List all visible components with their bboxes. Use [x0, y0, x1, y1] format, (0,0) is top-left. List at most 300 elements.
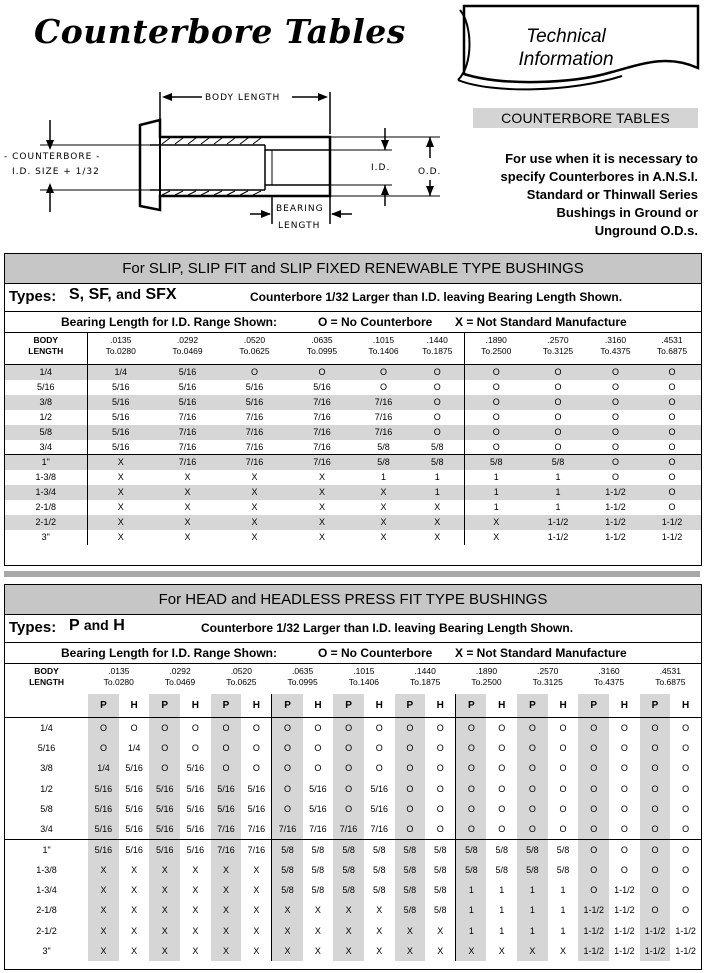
sub-header-p: P	[395, 694, 426, 718]
table-cell: O	[456, 738, 487, 758]
body-length-cell: 3"	[42, 945, 51, 956]
table-cell: O	[611, 457, 619, 468]
table-cell: 1	[434, 487, 440, 497]
table-cell: O	[395, 819, 426, 839]
table-cell: O	[668, 441, 676, 452]
table-cell: 1	[555, 472, 561, 482]
sub-header-p: P	[211, 694, 242, 718]
range-to: To.6875	[655, 677, 686, 687]
range-to: To.0625	[239, 346, 270, 356]
table-cell: 7/16	[313, 412, 331, 422]
counterbore-note: Counterbore 1/32 Larger than I.D. leaving Bearing Length Shown.	[201, 621, 574, 635]
table-row	[5, 530, 701, 545]
table-cell: 7/16	[178, 427, 197, 437]
table-cell: 1-1/2	[661, 517, 683, 527]
table-cell: O	[211, 738, 242, 758]
range-to: To.6875	[656, 346, 688, 356]
table-cell: O	[456, 778, 487, 798]
table-cell: 5/8	[433, 905, 447, 916]
section-label: COUNTERBORE TABLES	[473, 108, 698, 128]
table-cell: O	[620, 722, 628, 733]
bearing-label: BEARING	[276, 204, 324, 214]
table-cell: O	[640, 860, 671, 880]
table-cell: 7/16	[374, 427, 393, 437]
table-row	[5, 941, 701, 961]
id-range-header	[88, 664, 149, 694]
table-cell: X	[376, 925, 383, 936]
body-length-cell: 5/8	[39, 427, 52, 437]
table-cell: 5/8	[272, 880, 303, 900]
range-from: .3160	[598, 666, 620, 676]
table-cell: X	[87, 515, 154, 530]
table-cell: O	[498, 783, 506, 794]
table-cell: 5/8	[433, 844, 447, 855]
table-cell: X	[251, 472, 258, 482]
table-cell: X	[184, 472, 191, 482]
table-cell: X	[318, 517, 325, 527]
table-cell: O	[620, 783, 628, 794]
range-to: To.1406	[348, 677, 380, 687]
table-cell: O	[191, 742, 199, 753]
sub-header-h: H	[375, 699, 383, 711]
body-length-cell: 1/2	[39, 412, 52, 422]
table-cell: O	[554, 427, 562, 437]
body-length-cell: 1/4	[40, 722, 53, 733]
sub-header-p: P	[149, 694, 180, 718]
table-cell: X	[380, 487, 387, 497]
id-range-header	[456, 664, 517, 694]
table-cell: O	[191, 722, 199, 733]
table-cell: O	[682, 844, 690, 855]
table-cell: 5/8	[495, 844, 509, 855]
od-label: O.D.	[418, 167, 442, 177]
table-cell: X	[314, 905, 321, 916]
table-cell: 5/16	[370, 783, 388, 794]
table-cell: 5/16	[125, 803, 143, 814]
range-from: .1890	[475, 666, 498, 676]
table-cell: O	[436, 722, 444, 733]
table-cell: 1/4	[127, 742, 141, 753]
table-cell: 1-1/2	[661, 532, 683, 542]
table-cell: O	[464, 395, 528, 410]
id-range-header	[643, 333, 701, 365]
table-cell: 5/8	[377, 441, 390, 452]
table-cell: X	[272, 941, 303, 961]
table-cell: X	[333, 900, 364, 920]
table-cell: 1-1/2	[605, 502, 626, 512]
table-cell: X	[211, 880, 242, 900]
table-cell: O	[456, 758, 487, 778]
sub-header-h: H	[436, 699, 444, 711]
range-to: To.3125	[532, 677, 563, 687]
table-cell: X	[437, 925, 444, 936]
table-cell: O	[464, 410, 528, 425]
range-to: To.0469	[172, 346, 203, 356]
table-cell: 5/16	[87, 410, 154, 425]
body-length-cell: 1/4	[39, 367, 52, 378]
sub-header-h: H	[620, 699, 628, 711]
range-to: To.0625	[226, 677, 257, 687]
table-cell: O	[682, 803, 690, 814]
table-cell: 5/8	[517, 860, 548, 880]
table-cell: 1	[560, 905, 566, 916]
table-cell: X	[251, 517, 258, 527]
body-length-cell: 5/8	[40, 803, 53, 814]
table-cell: X	[376, 905, 383, 916]
slip-bushing-table	[4, 253, 702, 566]
table-cell: O	[620, 803, 628, 814]
table-cell: 5/8	[495, 864, 509, 875]
table-cell: 1	[434, 472, 440, 482]
table-cell: 5/8	[556, 864, 570, 875]
table-cell: O	[611, 397, 619, 407]
table-cell: O	[668, 472, 676, 482]
range-from: .0292	[169, 666, 191, 676]
table-cell: 1	[456, 920, 487, 940]
table-cell: X	[192, 945, 199, 956]
table-cell: O	[375, 722, 383, 733]
table-cell: 7/16	[272, 819, 303, 839]
table-cell: X	[149, 880, 180, 900]
table-cell: X	[87, 500, 154, 515]
table-cell: O	[433, 367, 441, 378]
table-row	[5, 778, 701, 798]
table-heading: For HEAD and HEADLESS PRESS FIT TYPE BUSHINGS	[5, 585, 701, 615]
table-cell: 5/8	[517, 839, 548, 859]
table-cell: 1	[380, 472, 386, 482]
sub-header-p: P	[517, 694, 548, 718]
table-cell: 1-1/2	[605, 517, 626, 527]
table-cell: 5/8	[456, 860, 487, 880]
table-cell: X	[333, 941, 364, 961]
table-cell: 1-1/2	[578, 900, 609, 920]
table-cell: X	[131, 864, 138, 875]
table-cell: 5/16	[247, 803, 266, 814]
body-length-label: BODY LENGTH	[205, 93, 281, 103]
table-cell: 1	[456, 900, 487, 920]
table-cell: X	[87, 485, 154, 500]
table-cell: X	[560, 945, 567, 956]
table-cell: O	[517, 799, 548, 819]
table-cell: O	[682, 864, 690, 875]
table-cell: X	[434, 502, 441, 512]
table-cell: O	[668, 412, 676, 422]
legend-x: X = Not Standard Manufacture	[455, 315, 627, 329]
id-range-header	[154, 333, 221, 365]
table-cell: 5/8	[272, 839, 303, 859]
id-range-header	[588, 333, 643, 365]
table-cell: O	[498, 742, 506, 753]
table-cell: X	[380, 532, 387, 542]
table-cell: X	[149, 860, 180, 880]
table-cell: 1-1/2	[675, 945, 696, 956]
table-cell: 1	[499, 885, 505, 896]
table-cell: O	[682, 742, 690, 753]
table-row	[5, 839, 701, 859]
table-cell: 5/16	[245, 397, 264, 407]
table-cell: X	[87, 470, 154, 485]
table-cell: O	[620, 823, 628, 834]
table-cell: X	[253, 945, 260, 956]
table-cell: O	[436, 803, 444, 814]
table-cell: O	[611, 441, 619, 452]
table-cell: 5/8	[377, 457, 390, 468]
table-cell: 5/8	[311, 844, 325, 855]
range-to: To.1406	[368, 346, 399, 356]
table-cell: O	[578, 839, 609, 859]
type-conjunction: and	[116, 286, 142, 302]
table-cell: 5/16	[186, 763, 205, 774]
table-cell: O	[272, 778, 303, 798]
table-cell: X	[318, 502, 325, 512]
table-cell: O	[620, 742, 628, 753]
table-cell: 5/8	[333, 860, 364, 880]
sub-header-p: P	[640, 694, 671, 718]
table-cell: O	[436, 823, 444, 834]
legend-o: O = No Counterbore	[318, 315, 433, 329]
type-code: S	[69, 286, 80, 303]
range-to: To.4375	[600, 346, 631, 356]
table-cell: O	[559, 763, 567, 774]
table-cell: O	[379, 382, 387, 392]
table-cell: 1	[560, 925, 566, 936]
table-cell: O	[578, 758, 609, 778]
counterbore-note: Counterbore 1/32 Larger than I.D. leaving Bearing Length Shown.	[250, 290, 623, 304]
type-code: SF	[88, 286, 108, 303]
table-cell: O	[395, 718, 426, 738]
table-cell: X	[380, 517, 387, 527]
body-length-cell: 2-1/2	[35, 517, 56, 527]
table-cell: 7/16	[245, 427, 264, 437]
table-cell: O	[433, 427, 441, 437]
table-cell: O	[498, 763, 506, 774]
id-range-header	[356, 333, 411, 365]
table-cell: 5/16	[87, 425, 154, 440]
table-cell: 5/8	[395, 900, 426, 920]
body-length-cell: 2-1/8	[35, 502, 56, 512]
table-cell: O	[211, 718, 242, 738]
table-cell: O	[252, 722, 260, 733]
blank-cell	[5, 694, 88, 718]
sub-header-h: H	[314, 699, 322, 711]
table-cell: O	[333, 799, 364, 819]
body-length-cell: 1"	[41, 457, 50, 468]
usage-note-line: Unground O.D.s.	[594, 223, 698, 238]
table-heading: For SLIP, SLIP FIT and SLIP FIXED RENEWABLE TYPE BUSHINGS	[5, 254, 701, 284]
table-cell: O	[456, 718, 487, 738]
table-cell: O	[211, 758, 242, 778]
range-from: .0135	[110, 335, 132, 345]
id-range-header	[517, 664, 578, 694]
table-cell: X	[211, 900, 242, 920]
table-cell: O	[250, 367, 258, 378]
table-cell: O	[559, 783, 567, 794]
section-divider	[4, 571, 700, 577]
range-from: .4531	[659, 666, 681, 676]
table-cell: 5/8	[372, 885, 386, 896]
table-cell: O	[559, 823, 567, 834]
table-cell: X	[251, 502, 258, 512]
table-cell: X	[434, 517, 441, 527]
table-cell: X	[376, 945, 383, 956]
table-cell: O	[620, 763, 628, 774]
table-cell: 5/8	[456, 839, 487, 859]
table-cell: O	[464, 365, 528, 380]
range-to: To.0995	[287, 677, 318, 687]
table-cell: 5/16	[125, 763, 143, 774]
table-cell: O	[272, 758, 303, 778]
table-cell: 5/16	[149, 839, 180, 859]
table-cell: X	[88, 941, 119, 961]
table-cell: 7/16	[245, 412, 264, 422]
table-cell: 7/16	[247, 844, 266, 855]
table-cell: 7/16	[370, 823, 388, 834]
range-from: .1015	[353, 666, 375, 676]
table-cell: O	[464, 380, 528, 395]
table-cell: 5/16	[313, 382, 331, 392]
table-cell: 5/16	[149, 819, 180, 839]
table-cell: O	[620, 844, 628, 855]
table-cell: O	[668, 502, 676, 512]
table-cell: 1	[517, 900, 548, 920]
table-cell: 5/16	[125, 823, 143, 834]
table-cell: 1	[464, 470, 528, 485]
table-cell: O	[620, 864, 628, 875]
table-cell: O	[433, 382, 441, 392]
table-cell: X	[251, 532, 258, 542]
table-cell: O	[464, 425, 528, 440]
table-cell: O	[517, 819, 548, 839]
table-cell: O	[498, 803, 506, 814]
table-cell: O	[640, 799, 671, 819]
table-cell: X	[253, 925, 260, 936]
table-cell: X	[192, 864, 199, 875]
table-cell: 7/16	[247, 823, 266, 834]
table-cell: 5/16	[186, 783, 205, 794]
table-cell: O	[456, 799, 487, 819]
id-range-header	[640, 664, 701, 694]
id-size-label: I.D. SIZE + 1/32	[12, 167, 100, 177]
types-label: Types:	[9, 619, 57, 636]
table-cell: 5/16	[88, 819, 119, 839]
table-cell: X	[272, 900, 303, 920]
table-cell: X	[184, 532, 191, 542]
table-cell: X	[314, 945, 321, 956]
table-cell: 5/8	[272, 860, 303, 880]
table-cell: O	[88, 738, 119, 758]
table-cell: O	[436, 742, 444, 753]
table-cell: 7/16	[211, 839, 242, 859]
table-cell: O	[640, 880, 671, 900]
sub-header-p: P	[456, 694, 487, 718]
table-cell: 1-1/2	[605, 532, 626, 542]
table-row	[5, 395, 701, 410]
table-cell: 1	[560, 885, 566, 896]
table-cell: O	[554, 397, 562, 407]
range-to: To.0280	[105, 346, 136, 356]
table-cell: O	[318, 367, 326, 378]
table-cell: X	[88, 900, 119, 920]
id-range-header	[464, 333, 528, 365]
table-cell: O	[611, 427, 619, 437]
table-cell: O	[433, 412, 441, 422]
types-row	[5, 284, 701, 312]
usage-note	[455, 150, 698, 240]
table-cell: 5/16	[309, 803, 327, 814]
table-row	[5, 880, 701, 900]
table-cell: X	[253, 864, 260, 875]
table-cell: O	[578, 738, 609, 758]
table-cell: O	[395, 778, 426, 798]
table-row	[5, 410, 701, 425]
types-codes	[69, 617, 125, 635]
table-cell: 7/16	[245, 457, 264, 468]
table-cell: 5/8	[464, 455, 528, 470]
table-cell: O	[149, 758, 180, 778]
bushing-diagram	[0, 86, 450, 236]
table-cell: 5/16	[178, 382, 197, 392]
table-cell: O	[640, 778, 671, 798]
table-cell: 5/16	[186, 823, 205, 834]
table-cell: X	[131, 925, 138, 936]
table-cell: 7/16	[313, 457, 331, 468]
table-row	[5, 718, 701, 738]
table-cell: O	[640, 900, 671, 920]
table-cell: 5/16	[211, 799, 242, 819]
table-cell: 5/8	[311, 885, 325, 896]
table-cell: O	[272, 738, 303, 758]
id-range-header	[149, 664, 210, 694]
table-cell: 5/8	[333, 839, 364, 859]
table-row	[5, 470, 701, 485]
body-length-cell: 1/2	[40, 783, 53, 794]
range-to: To.0995	[306, 346, 338, 356]
table-cell: 1	[517, 920, 548, 940]
table-cell: O	[554, 382, 562, 392]
table-cell: X	[437, 945, 444, 956]
table-cell: 5/8	[433, 885, 447, 896]
table-cell: O	[668, 382, 676, 392]
table-cell: 5/16	[87, 440, 154, 455]
body-length-cell: 3/4	[39, 441, 52, 452]
tech-info-line-2: Information	[518, 49, 614, 70]
header-text: BODY	[34, 666, 59, 676]
table-cell: 1-1/2	[614, 925, 635, 936]
table-cell: 5/16	[186, 844, 205, 855]
table-cell: O	[682, 885, 690, 896]
table-cell: 5/16	[370, 803, 388, 814]
sub-header-p: P	[88, 694, 119, 718]
table-cell: X	[131, 945, 138, 956]
table-cell: O	[149, 718, 180, 738]
table-cell: O	[333, 718, 364, 738]
table-cell: 5/8	[433, 864, 447, 875]
table-cell: 5/16	[178, 397, 197, 407]
body-length-header	[5, 664, 88, 694]
table-cell: 1	[499, 905, 505, 916]
table-cell: 5/8	[430, 457, 444, 468]
table-cell: O	[272, 799, 303, 819]
table-cell: 7/16	[178, 457, 197, 468]
id-range-header	[272, 664, 333, 694]
table-cell: 5/16	[87, 380, 154, 395]
sub-header-h: H	[252, 699, 261, 711]
table-cell: O	[640, 758, 671, 778]
table-row	[5, 819, 701, 839]
body-length-cell: 2-1/2	[36, 925, 57, 936]
id-range-header	[411, 333, 464, 365]
table-cell: X	[395, 941, 426, 961]
